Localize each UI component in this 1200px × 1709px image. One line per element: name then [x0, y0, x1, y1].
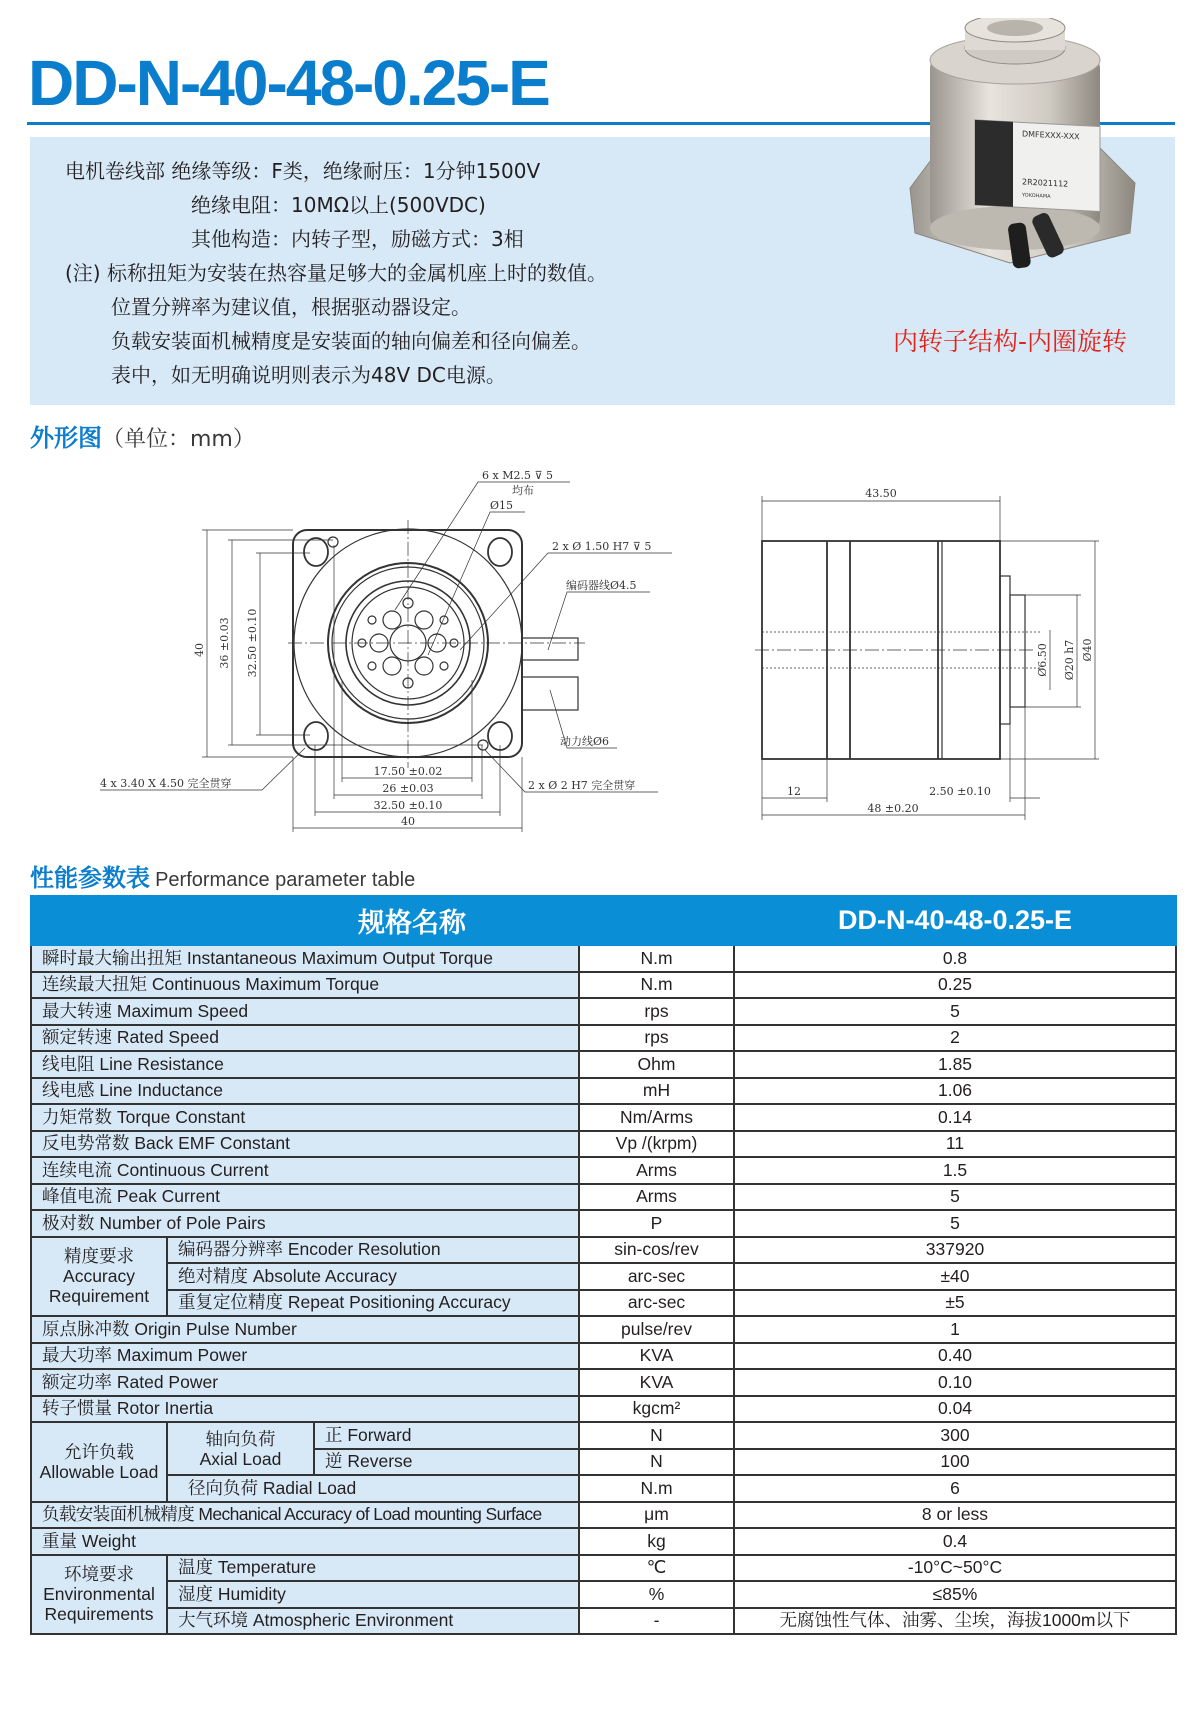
row-label: 瞬时最大输出扭矩 Instantaneous Maximum Output Torque	[31, 945, 579, 972]
dim-36: 36 ±0.03	[218, 617, 231, 669]
rotor-structure-note: 内转子结构-内圈旋转	[893, 327, 1128, 356]
group-label-cn: 允许负载	[64, 1441, 134, 1462]
row-value: 1.85	[734, 1051, 1176, 1078]
row-label: 线电感 Line Inductance	[31, 1078, 579, 1105]
row-value: 5	[734, 1210, 1176, 1237]
row-value: 0.10	[734, 1369, 1176, 1396]
row-label: 力矩常数 Torque Constant	[31, 1104, 579, 1131]
row-unit: arc-sec	[579, 1290, 734, 1317]
row-label: 正 Forward	[314, 1422, 579, 1449]
front-view-labels	[100, 469, 651, 828]
dim-32-50-horizontal: 32.50 ±0.10	[373, 799, 443, 812]
table-row	[31, 1051, 1176, 1078]
row-label: 峰值电流 Peak Current	[31, 1184, 579, 1211]
group-label-en: Allowable Load	[39, 1461, 159, 1482]
row-unit: %	[579, 1581, 734, 1608]
outline-drawing	[0, 440, 1200, 840]
table-row	[31, 1475, 1176, 1502]
row-value: 0.04	[734, 1396, 1176, 1423]
axial-group-label	[167, 1422, 314, 1475]
row-label: 转子惯量 Rotor Inertia	[31, 1396, 579, 1423]
row-value: 无腐蚀性气体、油雾、尘埃，海拔1000m以下	[734, 1608, 1176, 1635]
dim-2-50: 2.50 ±0.10	[929, 785, 991, 798]
row-unit: sin-cos/rev	[579, 1237, 734, 1264]
row-label: 连续最大扭矩 Continuous Maximum Torque	[31, 972, 579, 999]
group-label-en: Axial Load	[199, 1448, 282, 1469]
row-value: 5	[734, 998, 1176, 1025]
table-row	[31, 1157, 1176, 1184]
row-value: 1	[734, 1316, 1176, 1343]
callout-mount-slots: 4 x 3.40 X 4.50 完全贯穿	[100, 777, 232, 790]
dim-26: 26 ±0.03	[382, 782, 434, 795]
row-label: 负载安装面机械精度 Mechanical Accuracy of Load mounting Surface	[31, 1502, 579, 1529]
table-row	[31, 1078, 1176, 1105]
row-label: 最大转速 Maximum Speed	[31, 998, 579, 1025]
row-value: 0.40	[734, 1343, 1176, 1370]
row-value: 100	[734, 1449, 1176, 1476]
row-value: 1.5	[734, 1157, 1176, 1184]
row-value: 5	[734, 1184, 1176, 1211]
performance-title-en: Performance parameter table	[155, 869, 416, 891]
row-label: 极对数 Number of Pole Pairs	[31, 1210, 579, 1237]
intro-line: 绝缘电阻：10MΩ以上(500VDC)	[191, 193, 486, 217]
page-title: DD-N-40-48-0.25-E	[28, 47, 549, 119]
intro-line: 负载安装面机械精度是安装面的轴向偏差和径向偏差。	[111, 329, 591, 353]
table-row	[31, 1316, 1176, 1343]
row-unit: KVA	[579, 1343, 734, 1370]
outline-unit: （单位：mm）	[102, 427, 255, 452]
group-label-cn: 轴向负荷	[205, 1428, 276, 1449]
row-label: 径向负荷 Radial Load	[167, 1475, 579, 1502]
motor-product-image	[900, 18, 1145, 283]
row-unit: arc-sec	[579, 1263, 734, 1290]
callout-through-pins: 2 x Ø 2 H7 完全贯穿	[528, 779, 636, 792]
row-value: 2	[734, 1025, 1176, 1052]
row-unit: N	[579, 1449, 734, 1476]
table-row	[31, 1343, 1176, 1370]
intro-line: 其他构造：内转子型，励磁方式：3相	[191, 227, 524, 251]
header-spec-name: 规格名称	[31, 896, 734, 945]
intro-line: 表中，如无明确说明则表示为48V DC电源。	[111, 363, 506, 387]
row-label: 湿度 Humidity	[167, 1581, 579, 1608]
row-label: 连续电流 Continuous Current	[31, 1157, 579, 1184]
row-value: -10°C~50°C	[734, 1555, 1176, 1582]
row-value: 0.4	[734, 1528, 1176, 1555]
load-group-label	[31, 1422, 167, 1502]
row-unit: Arms	[579, 1157, 734, 1184]
row-unit: ℃	[579, 1555, 734, 1582]
intro-line: (注) 标称扭矩为安装在热容量足够大的金属机座上时的数值。	[65, 261, 607, 285]
row-label: 反电势常数 Back EMF Constant	[31, 1131, 579, 1158]
row-label: 线电阻 Line Resistance	[31, 1051, 579, 1078]
row-unit: N.m	[579, 1475, 734, 1502]
label-text: 2R2021112	[1022, 177, 1069, 189]
row-value: ≤85%	[734, 1581, 1176, 1608]
row-label: 温度 Temperature	[167, 1555, 579, 1582]
table-row	[31, 998, 1176, 1025]
row-unit: Ohm	[579, 1051, 734, 1078]
dim-d6-50: Ø6.50	[1036, 643, 1049, 677]
table-row	[31, 1502, 1176, 1529]
callout-tapped-holes: 6 x M2.5 ⊽ 5	[482, 469, 553, 482]
row-value: 0.14	[734, 1104, 1176, 1131]
row-unit: pulse/rev	[579, 1316, 734, 1343]
callout-pin-holes: 2 x Ø 1.50 H7 ⊽ 5	[552, 540, 652, 553]
performance-heading	[30, 858, 415, 893]
dim-d20: Ø20 h7	[1063, 639, 1076, 681]
dim-width-40: 40	[401, 815, 415, 828]
table-row	[31, 1210, 1176, 1237]
table-row	[31, 1184, 1176, 1211]
row-unit: mH	[579, 1078, 734, 1105]
table-row	[31, 1263, 1176, 1290]
dim-height-40: 40	[193, 643, 206, 657]
row-value: ±40	[734, 1263, 1176, 1290]
table-row	[31, 1608, 1176, 1635]
dim-12: 12	[787, 785, 801, 798]
callout-pcd: Ø15	[490, 499, 514, 512]
group-label-en: Environmental Requirements	[43, 1584, 155, 1625]
table-row	[31, 945, 1176, 972]
row-label: 额定功率 Rated Power	[31, 1369, 579, 1396]
table-row	[31, 1290, 1176, 1317]
row-value: 8 or less	[734, 1502, 1176, 1529]
dim-17-50: 17.50 ±0.02	[373, 765, 443, 778]
table-row	[31, 1025, 1176, 1052]
row-label: 编码器分辨率 Encoder Resolution	[167, 1237, 579, 1264]
row-unit: P	[579, 1210, 734, 1237]
outline-title: 外形图	[30, 424, 102, 452]
row-label: 额定转速 Rated Speed	[31, 1025, 579, 1052]
row-value: 0.25	[734, 972, 1176, 999]
dim-48: 48 ±0.20	[867, 802, 919, 815]
group-label-en: Accuracy Requirement	[48, 1266, 150, 1307]
dim-d40: Ø40	[1081, 638, 1094, 662]
dim-43-50: 43.50	[865, 487, 897, 500]
table-row	[31, 1396, 1176, 1423]
table-row	[31, 972, 1176, 999]
environment-group-label	[31, 1555, 167, 1635]
group-label-cn: 精度要求	[64, 1246, 134, 1267]
label-text: DMFEXXX-XXX	[1022, 129, 1080, 142]
row-label: 原点脉冲数 Origin Pulse Number	[31, 1316, 579, 1343]
row-unit: N.m	[579, 972, 734, 999]
callout-evenly: 均布	[512, 484, 534, 497]
row-unit: -	[579, 1608, 734, 1635]
table-row	[31, 1422, 1176, 1449]
row-unit: KVA	[579, 1369, 734, 1396]
callout-power-cable: 动力线Ø6	[560, 735, 610, 748]
row-label: 绝对精度 Absolute Accuracy	[167, 1263, 579, 1290]
dim-32-50-vertical: 32.50 ±0.10	[246, 608, 259, 678]
row-value: 0.8	[734, 945, 1176, 972]
table-header-row	[31, 896, 1176, 945]
row-value: 11	[734, 1131, 1176, 1158]
header-model: DD-N-40-48-0.25-E	[734, 896, 1176, 945]
row-unit: rps	[579, 1025, 734, 1052]
row-label: 最大功率 Maximum Power	[31, 1343, 579, 1370]
label-text: YOKOHAMA	[1022, 192, 1051, 200]
row-value: 300	[734, 1422, 1176, 1449]
intro-line: 位置分辨率为建议值，根据驱动器设定。	[111, 295, 471, 319]
row-unit: Vp /(krpm)	[579, 1131, 734, 1158]
table-row	[31, 1555, 1176, 1582]
row-label: 重量 Weight	[31, 1528, 579, 1555]
row-label: 逆 Reverse	[314, 1449, 579, 1476]
table-row	[31, 1131, 1176, 1158]
row-unit: Nm/Arms	[579, 1104, 734, 1131]
performance-title: 性能参数表	[30, 864, 150, 892]
row-unit: N	[579, 1422, 734, 1449]
row-unit: Arms	[579, 1184, 734, 1211]
side-view-labels	[787, 487, 1094, 815]
row-unit: kgcm²	[579, 1396, 734, 1423]
row-unit: kg	[579, 1528, 734, 1555]
row-value: 6	[734, 1475, 1176, 1502]
performance-table	[30, 895, 1177, 1635]
table-row	[31, 1369, 1176, 1396]
accuracy-group-label	[31, 1237, 167, 1317]
intro-line: 电机卷线部 绝缘等级：F类，绝缘耐压：1分钟1500V	[65, 159, 541, 183]
table-row	[31, 1581, 1176, 1608]
row-unit: μm	[579, 1502, 734, 1529]
row-unit: N.m	[579, 945, 734, 972]
row-unit: rps	[579, 998, 734, 1025]
callout-encoder-cable: 编码器线Ø4.5	[566, 579, 637, 592]
row-value: 1.06	[734, 1078, 1176, 1105]
table-row	[31, 1104, 1176, 1131]
table-row	[31, 1237, 1176, 1264]
row-value: ±5	[734, 1290, 1176, 1317]
row-label: 重复定位精度 Repeat Positioning Accuracy	[167, 1290, 579, 1317]
group-label-cn: 环境要求	[64, 1564, 134, 1585]
table-row	[31, 1528, 1176, 1555]
row-value: 337920	[734, 1237, 1176, 1264]
row-label: 大气环境 Atmospheric Environment	[167, 1608, 579, 1635]
